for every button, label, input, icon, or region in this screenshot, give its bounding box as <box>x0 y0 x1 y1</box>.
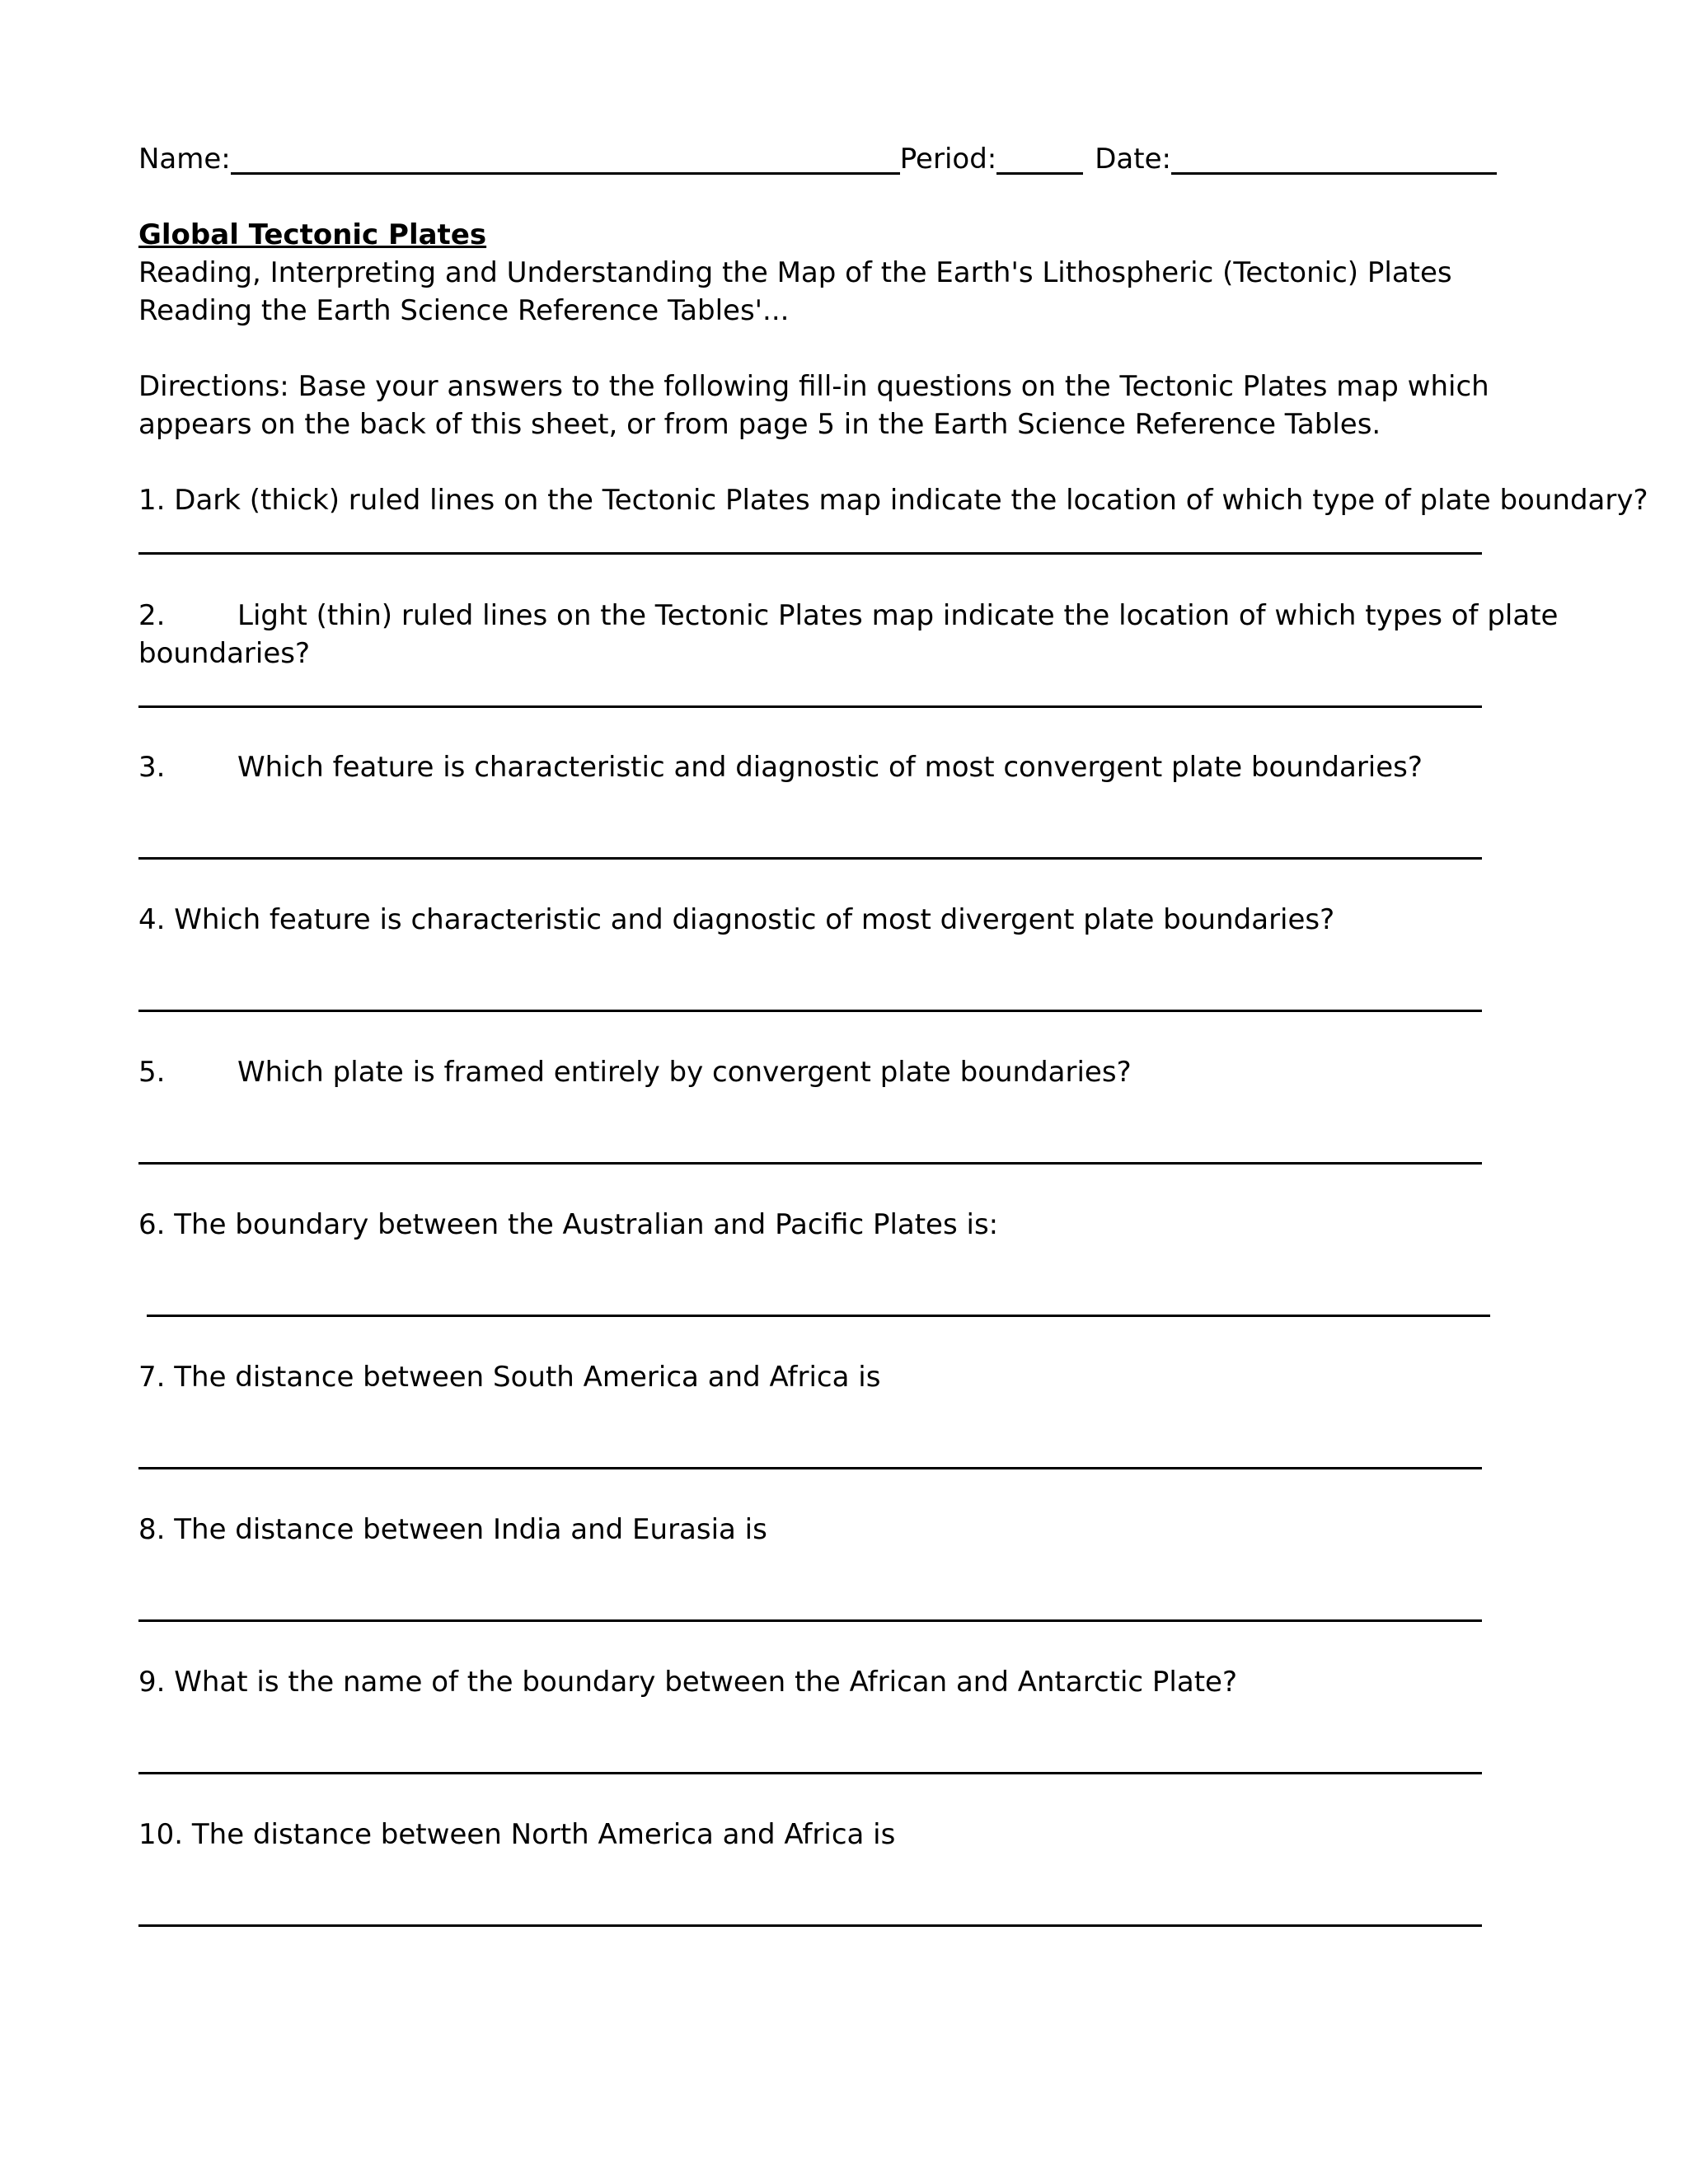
question-number: 1. <box>138 484 166 517</box>
answer-line-4[interactable] <box>138 1010 1482 1012</box>
question-text: Which plate is framed entirely by convergent plate boundaries? <box>237 1056 1132 1089</box>
question-text: Which feature is characteristic and diagnostic of most convergent plate boundaries? <box>237 751 1423 784</box>
date-field[interactable] <box>1171 143 1497 175</box>
question-4 <box>138 901 1334 939</box>
question-5 <box>138 1053 1132 1091</box>
question-2 <box>138 597 1558 635</box>
question-number: 10. <box>138 1818 184 1851</box>
answer-line-7[interactable] <box>138 1467 1482 1469</box>
period-label: Period: <box>899 143 997 176</box>
question-1 <box>138 481 1648 519</box>
answer-line-1[interactable] <box>138 552 1482 555</box>
header-row <box>138 140 1497 178</box>
question-text: Which feature is characteristic and diagnostic of most divergent plate boundaries? <box>174 903 1335 936</box>
period-field[interactable] <box>996 143 1083 175</box>
question-3 <box>138 748 1423 786</box>
question-text: The distance between South America and Africa is <box>174 1361 881 1394</box>
name-label: Name: <box>138 143 231 176</box>
question-number: 7. <box>138 1361 166 1394</box>
question-number: 6. <box>138 1208 166 1241</box>
question-number: 3. <box>138 751 166 784</box>
question-number: 4. <box>138 903 166 936</box>
question-text: What is the name of the boundary between the African and Antarctic Plate? <box>174 1666 1237 1699</box>
question-text: Light (thin) ruled lines on the Tectonic Plates map indicate the location of which types of plate <box>237 599 1559 632</box>
answer-line-5[interactable] <box>138 1162 1482 1165</box>
subtitle-line-1: Reading, Interpreting and Understanding the Map of the Earth's Lithospheric (Tectonic) Plates <box>138 256 1452 289</box>
question-text: Dark (thick) ruled lines on the Tectonic Plates map indicate the location of which type of plate boundary? <box>174 484 1648 517</box>
question-9 <box>138 1663 1237 1701</box>
question-text: The boundary between the Australian and Pacific Plates is: <box>174 1208 999 1241</box>
question-number: 9. <box>138 1666 166 1699</box>
question-number: 8. <box>138 1513 166 1546</box>
question-text: The distance between India and Eurasia is <box>174 1513 767 1546</box>
subtitle-line-2: Reading the Earth Science Reference Tables'... <box>138 294 790 327</box>
answer-line-8[interactable] <box>138 1619 1482 1622</box>
date-label: Date: <box>1095 143 1171 176</box>
answer-line-2[interactable] <box>138 705 1482 708</box>
answer-line-10[interactable] <box>138 1924 1482 1927</box>
question-2-continued: boundaries? <box>138 637 311 670</box>
question-6 <box>138 1206 998 1244</box>
question-7 <box>138 1358 880 1396</box>
answer-line-6[interactable] <box>147 1315 1490 1317</box>
directions-text: Directions: Base your answers to the following fill-in questions on the Tectonic Plates map which appears on the back of this sheet, or from page 5 in the Earth Science Reference Tables. <box>138 370 1489 441</box>
question-number: 2. <box>138 599 166 632</box>
name-field[interactable] <box>231 143 900 175</box>
question-text: The distance between North America and Africa is <box>191 1818 896 1851</box>
answer-line-3[interactable] <box>138 857 1482 860</box>
question-number: 5. <box>138 1056 166 1089</box>
answer-line-9[interactable] <box>138 1772 1482 1774</box>
question-10 <box>138 1816 895 1854</box>
question-8 <box>138 1511 767 1549</box>
worksheet-title: Global Tectonic Plates <box>138 218 487 251</box>
